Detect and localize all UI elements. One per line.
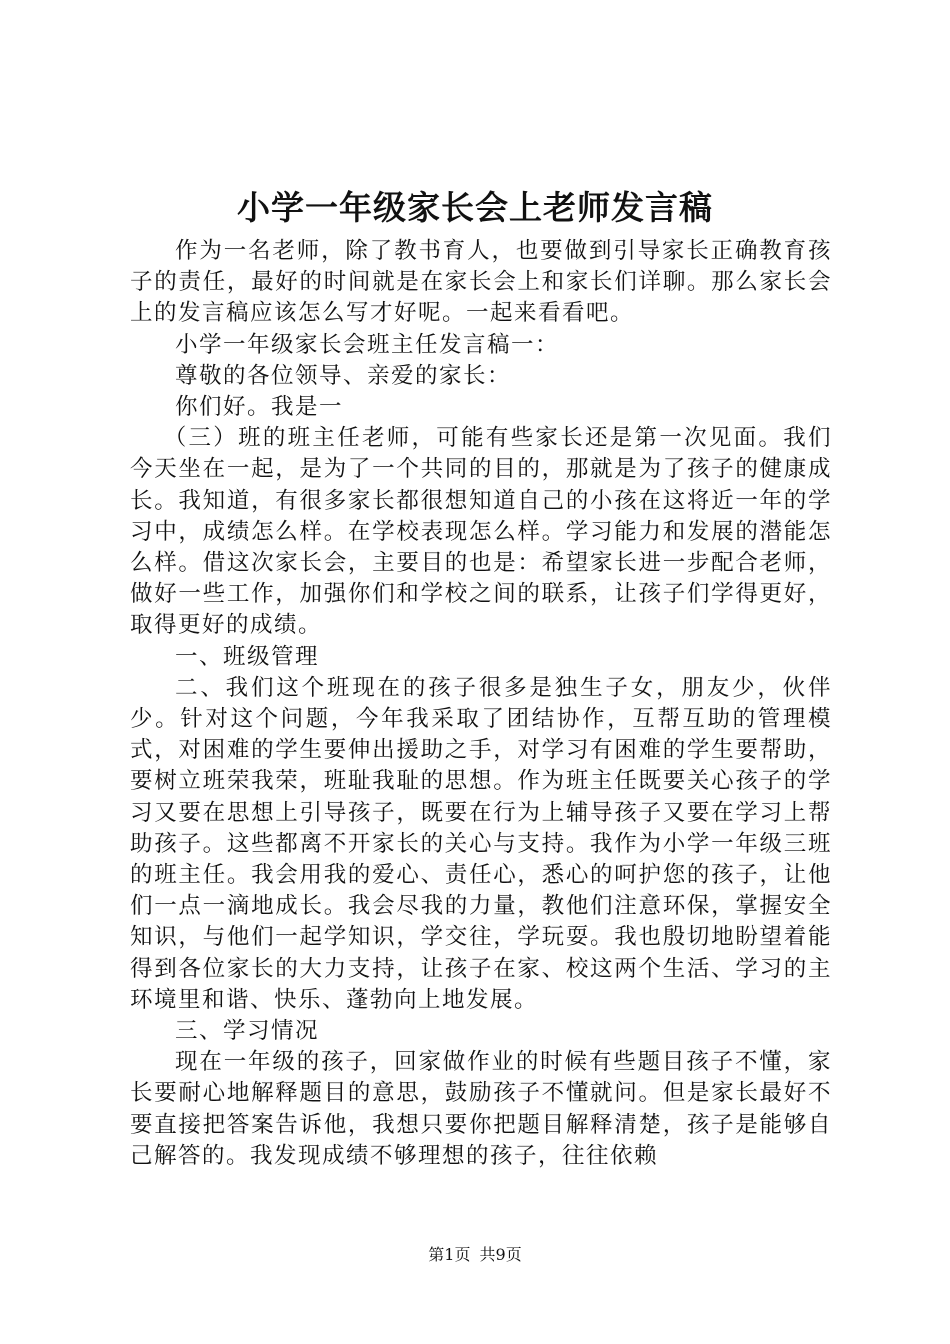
page-number: 第1页 (428, 1245, 471, 1264)
page-footer (0, 1245, 950, 1265)
document-title: 小学一年级家长会上老师发言稿 (237, 188, 713, 227)
paragraph-study: 现在一年级的孩子，回家做作业的时候有些题目孩子不懂，家长要耐心地解释题目的意思，鼓励孩子不懂就问。但是家长最好不要直接把答案告诉他，我想只要你把题目解释清楚，孩子是能够自己解答的。我发现成绩不够理想的孩子，往往依赖 (130, 1049, 832, 1169)
section-heading-study: 三、学习情况 (175, 1018, 320, 1045)
document-body (130, 236, 832, 1172)
paragraph-greeting: 你们好。我是一 (175, 394, 344, 421)
paragraph-intro: 作为一名老师，除了教书育人，也要做到引导家长正确教育孩子的责任，最好的时间就是在家长会上和家长们详聊。那么家长会上的发言稿应该怎么写才好呢。一起来看看吧。 (130, 238, 832, 327)
page-total: 共9页 (479, 1245, 522, 1264)
paragraph-class-management: 二、我们这个班现在的孩子很多是独生子女，朋友少，伙伴少。针对这个问题，今年我采取了团结协作，互帮互助的管理模式，对困难的学生要伸出援助之手，对学习有困难的学生要帮助，要树立班荣我荣，班耻我耻的思想。作为班主任既要关心孩子的学习又要在思想上引导孩子，既要在行为上辅导孩子又要在学习上帮助孩子。这些都离不开家长的关心与支持。我作为小学一年级三班的班主任。我会用我的爱心、责任心，悉心的呵护您的孩子，让他们一点一滴地成长。我会尽我的力量，教他们注意环保，掌握安全知识，与他们一起学知识，学交往，学玩耍。我也殷切地盼望着能得到各位家长的大力支持，让孩子在家、校这两个生活、学习的主环境里和谐、快乐、蓬勃向上地发展。 (130, 674, 832, 1013)
paragraph-class-intro: （三）班的班主任老师，可能有些家长还是第一次见面。我们今天坐在一起，是为了一个共同的目的，那就是为了孩子的健康成长。我知道，有很多家长都很想知道自己的小孩在这将近一年的学习中，成绩怎么样。在学校表现怎么样。学习能力和发展的潜能怎么样。借这次家长会，主要目的也是：希望家长进一步配合老师，做好一些工作，加强你们和学校之间的联系，让孩子们学得更好，取得更好的成绩。 (130, 425, 832, 639)
paragraph-salutation: 尊敬的各位领导、亲爱的家长： (175, 362, 512, 389)
paragraph-speech-heading: 小学一年级家长会班主任发言稿一： (175, 331, 560, 358)
section-heading-class-management: 一、班级管理 (175, 643, 320, 670)
